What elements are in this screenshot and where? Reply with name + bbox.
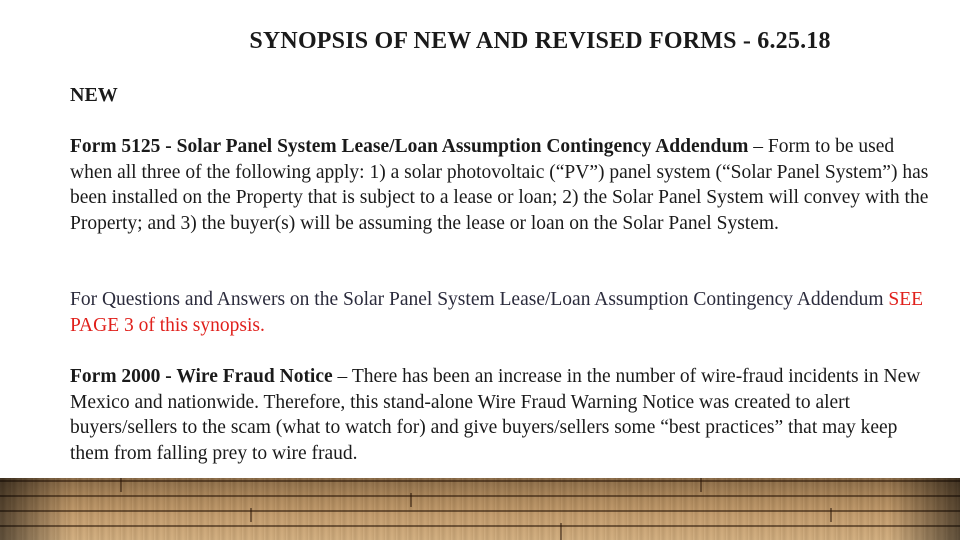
document-title: SYNOPSIS OF NEW AND REVISED FORMS - 6.25.18 xyxy=(249,28,831,54)
form-5125-paragraph xyxy=(70,134,940,236)
form-5125-heading: Form 5125 - Solar Panel System Lease/Loan Assumption Contingency Addendum xyxy=(70,136,749,157)
section-heading-new: NEW xyxy=(70,84,118,106)
qa-note-text: For Questions and Answers on the Solar Panel System Lease/Loan Assumption Contingency Addendum xyxy=(70,289,889,310)
form-2000-body: – There has been an increase in the number of wire-fraud incidents in New Mexico and nationwide. Therefore, this stand-alone Wire Fraud Warning Notice was created to alert buyers/sellers to the scam (what to watch for) and give buyers/sellers some “best practices” that may keep them from falling prey to wire fraud. xyxy=(70,366,921,464)
form-2000-heading: Form 2000 - Wire Fraud Notice xyxy=(70,366,333,387)
form-5125-body: – Form to be used when all three of the following apply: 1) a solar photovoltaic (“PV”) panel system (“Solar Panel System”) has been installed on the Property that is subject to a lease or loan; 2) the Solar Panel System will convey with the Property; and 3) the buyer(s) will be assuming the lease or loan on the Solar Panel System. xyxy=(70,136,929,234)
qa-note-paragraph xyxy=(70,287,940,338)
wood-floor-decoration xyxy=(0,478,960,540)
see-page-3-link[interactable]: SEE PAGE 3 of this synopsis. xyxy=(70,289,924,336)
form-2000-paragraph xyxy=(70,364,940,466)
